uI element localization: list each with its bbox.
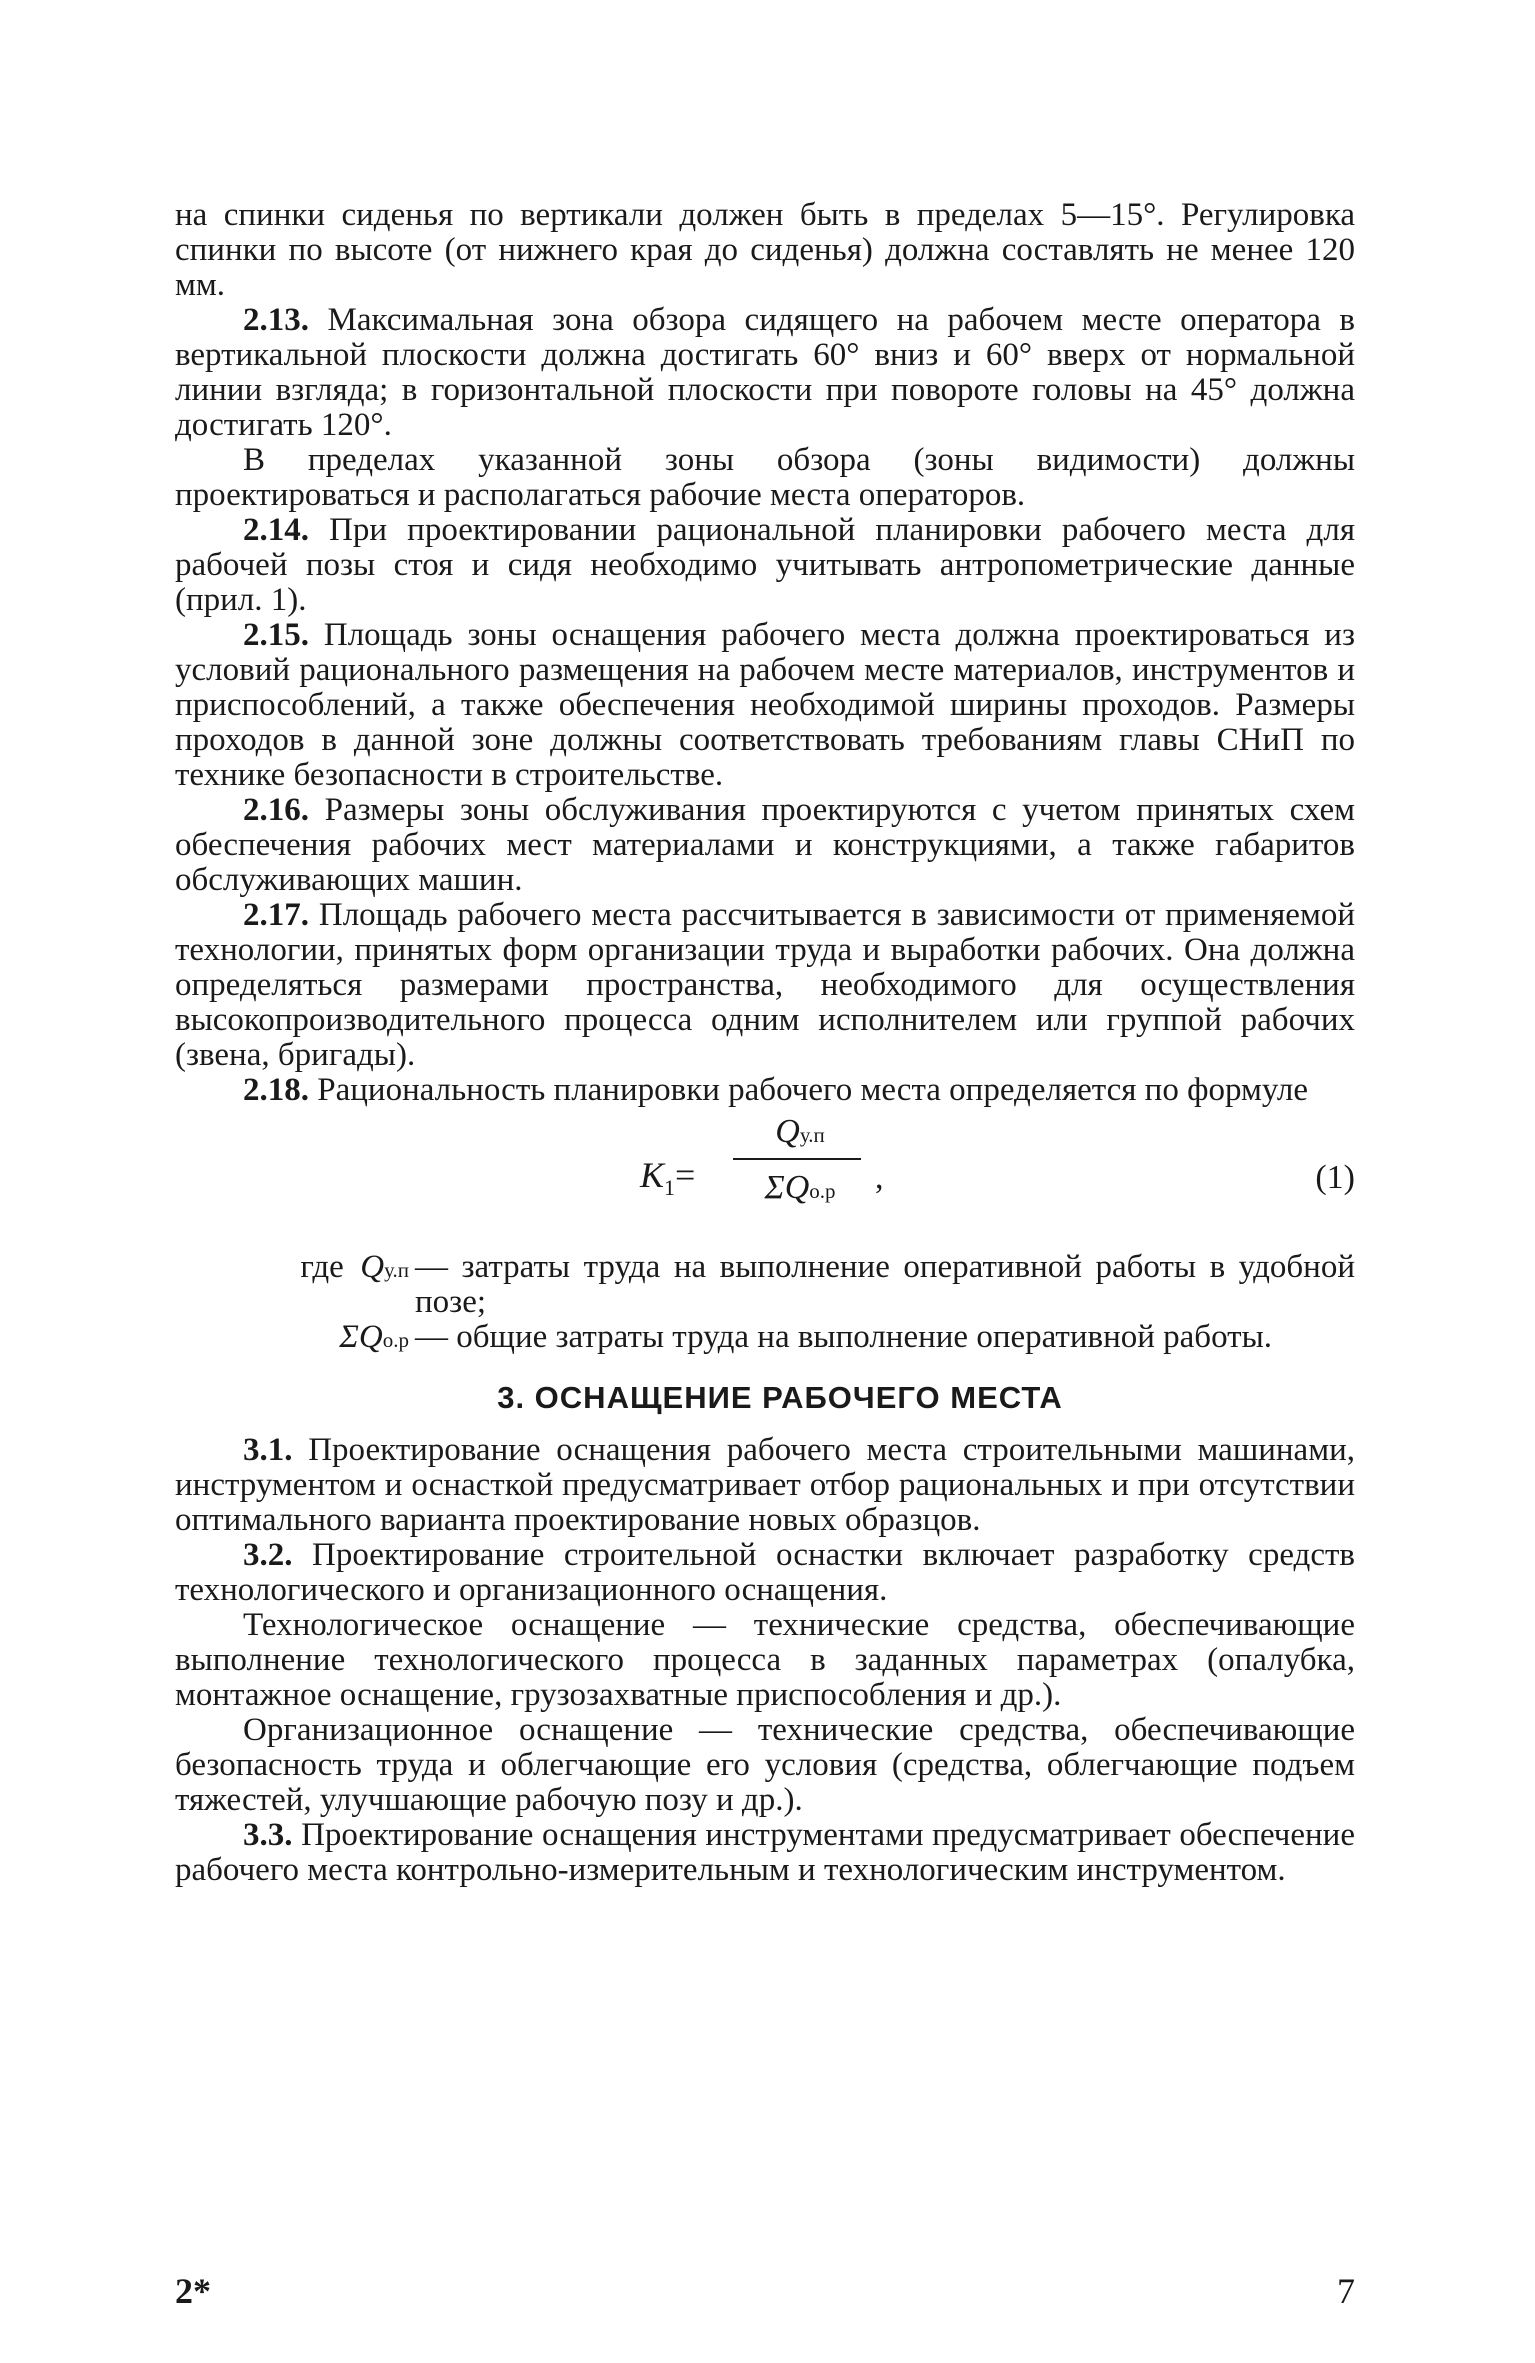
formula-legend <box>175 1250 1355 1358</box>
clause-text: Площадь зоны оснащения рабочего места должна проектироваться из условий рационального размещения на рабочем месте материалов, инструментов и приспособлений, а также обеспечения необходимой ширины проходов. Размеры проходов в данной зоне должны соответствовать требованиям главы СНиП по технике безопасности в строительстве. <box>175 617 1355 793</box>
paragraph-3-2-b: Технологическое оснащение — технические средства, обеспечивающие выполнение технологического процесса в заданных параметрах (опалубка, монтажное оснащение, грузозахватные приспособления и др.). <box>175 1607 1355 1713</box>
paragraph-2-13 <box>175 303 1355 443</box>
fraction-line <box>733 1158 861 1160</box>
clause-text: Проектирование оснащения рабочего места строительными машинами, инструментом и оснасткой предусматривает отбор рациональных и при отсутствии оптимального варианта проектирование новых образцов. <box>175 1432 1355 1538</box>
signature-mark: 2* <box>175 2271 211 2311</box>
clause-number: 2.15. <box>243 617 309 653</box>
paragraph-2-14 <box>175 513 1355 618</box>
clause-text: При проектировании рациональной планировки рабочего места для рабочей позы стоя и сидя необходимо учитывать антропометрические данные (прил. 1). <box>175 512 1355 618</box>
clause-text: Проектирование оснащения инструментами предусматривает обеспечение рабочего места контрольно-измерительным и технологическим инструментом. <box>175 1817 1355 1888</box>
formula-denominator: ΣQо.р <box>764 1169 836 1206</box>
paragraph-2-16 <box>175 793 1355 898</box>
legend-definition-1: — затраты труда на выполнение оперативной работы в удобной позе; <box>415 1249 1355 1320</box>
clause-number: 3.3. <box>243 1817 293 1853</box>
page-content <box>175 198 1355 1888</box>
clause-number: 3.1. <box>243 1432 293 1468</box>
formula-equals: = <box>675 1155 696 1195</box>
page-number: 7 <box>1337 2271 1355 2311</box>
clause-number: 2.14. <box>243 512 309 548</box>
clause-text: Максимальная зона обзора сидящего на рабочем месте оператора в вертикальной плоскости должна достигать 60° вниз и 60° вверх от нормальной линии взгляда; в горизонтальной плоскости при повороте головы на 45° должна достигать 120°. <box>175 302 1355 443</box>
clause-number: 2.16. <box>243 792 309 828</box>
paragraph-intro: на спинки сиденья по вертикали должен быть в пределах 5—15°. Регулировка спинки по высоте (от нижнего края до сиденья) должна составлять не менее 120 мм. <box>175 197 1355 303</box>
legend-symbol-2: ΣQо.р <box>339 1319 409 1355</box>
clause-number: 2.18. <box>243 1072 309 1108</box>
paragraph-2-13-b: В пределах указанной зоны обзора (зоны видимости) должны проектироваться и располагаться рабочие места операторов. <box>175 442 1355 513</box>
paragraph-3-2-c: Организационное оснащение — технические средства, обеспечивающие безопасность труда и облегчающие его условия (средства, облегчающие подъем тяжестей, улучшающие рабочую позу и др.). <box>175 1712 1355 1818</box>
legend-symbol-1: где Qу.п <box>300 1249 409 1285</box>
clause-text: Размеры зоны обслуживания проектируются с учетом принятых схем обеспечения рабочих мест материалами и конструкциями, а также габаритов обслуживающих машин. <box>175 792 1355 898</box>
paragraph-3-2 <box>175 1538 1355 1608</box>
section-heading: 3. ОСНАЩЕНИЕ РАБОЧЕГО МЕСТА <box>497 1380 1063 1415</box>
clause-text: Рациональность планировки рабочего места определяется по формуле <box>309 1072 1309 1108</box>
clause-number: 2.13. <box>243 302 309 338</box>
paragraph-2-17 <box>175 898 1355 1073</box>
paragraph-3-1 <box>175 1433 1355 1538</box>
equation-number: (1) <box>1315 1159 1355 1196</box>
clause-text: Площадь рабочего места рассчитывается в зависимости от применяемой технологии, принятых форм организации труда и выработки рабочих. Она должна определяться размерами пространства, необходимого для осуществления высокопроизводительного процесса одним исполнителем или группой рабочих (звена, бригады). <box>175 897 1355 1073</box>
formula-comma: , <box>875 1159 884 1196</box>
formula-numerator: Qу.п <box>775 1113 825 1150</box>
clause-number: 2.17. <box>243 897 309 933</box>
clause-number: 3.2. <box>243 1537 293 1573</box>
clause-text: Проектирование строительной оснастки включает разработку средств технологического и организационного оснащения. <box>175 1537 1355 1608</box>
formula-lhs: $K_1$ <box>640 1155 676 1201</box>
paragraph-3-3 <box>175 1818 1355 1888</box>
legend-definition-2: — общие затраты труда на выполнение оперативной работы. <box>415 1319 1273 1355</box>
paragraph-2-18 <box>175 1073 1355 1108</box>
paragraph-2-15 <box>175 618 1355 793</box>
formula-1 <box>175 1114 1355 1246</box>
